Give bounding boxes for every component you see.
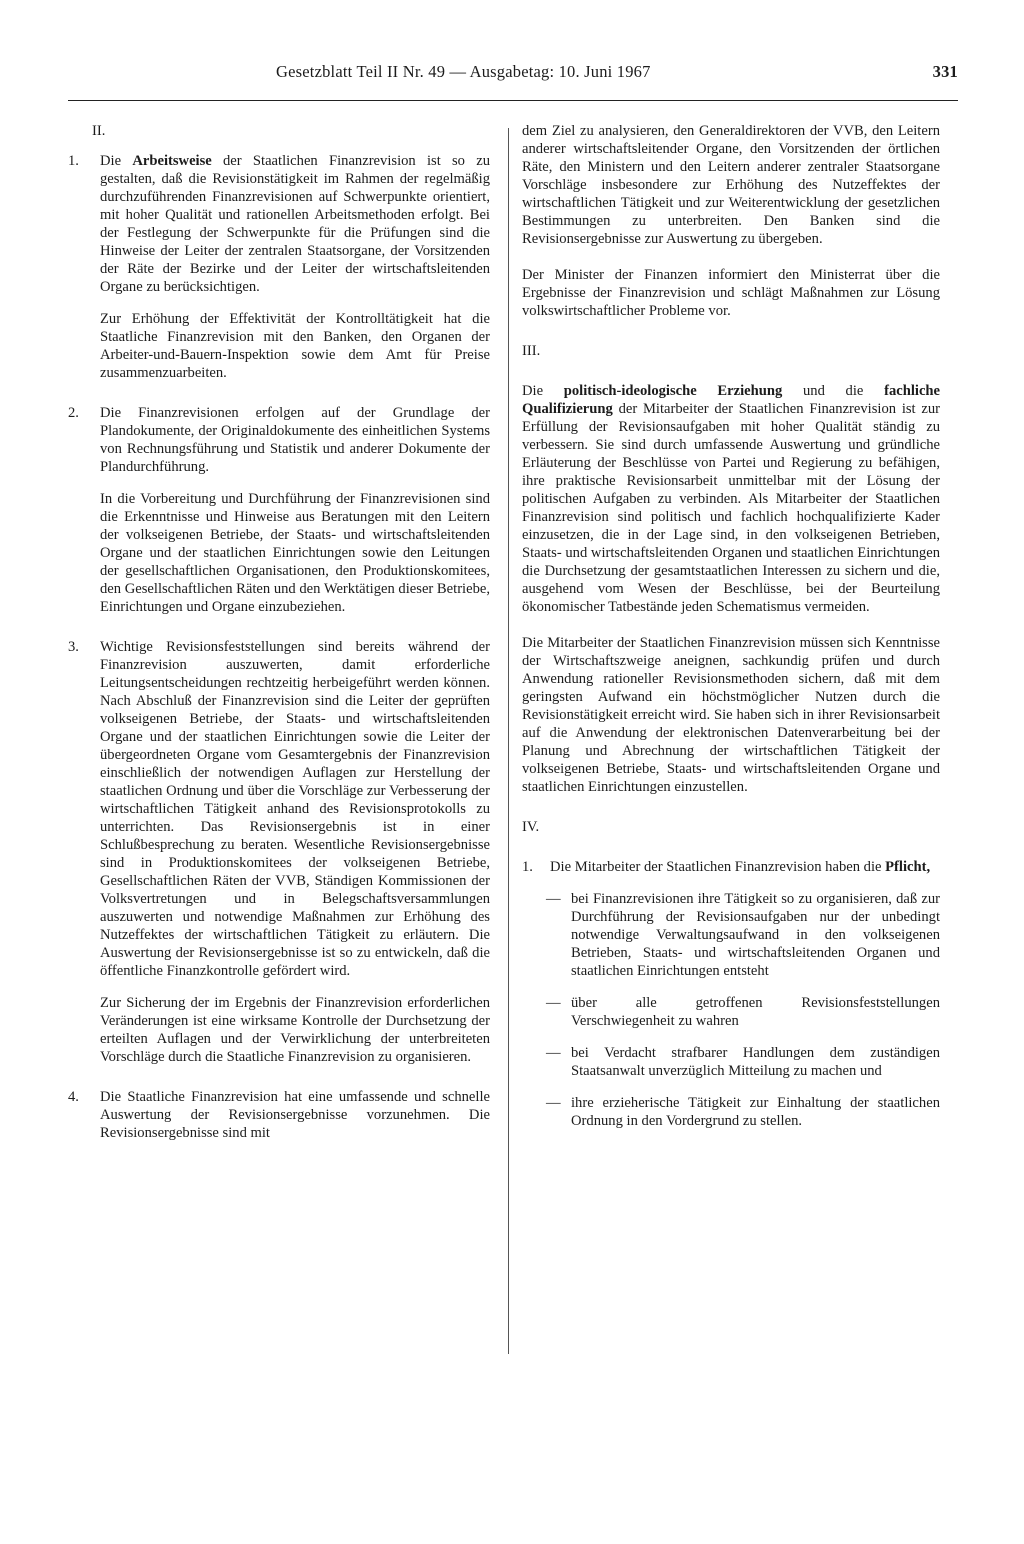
- paragraph-item-3: [68, 638, 490, 1066]
- item-number: 2.: [68, 405, 79, 421]
- item-number: 1.: [522, 859, 533, 875]
- section-heading-2: II.: [92, 123, 106, 139]
- item-3-text-2: Zur Sicherung der im Ergebnis der Finanzrevision erforderlichen Veränderungen ist eine wirksame Kontrolle der Durchsetzung der erteilten Auflagen und der Verwirklichung der unterbreiteten Vorschläge durch die Staatliche Finanzrevision zu organisieren.: [100, 995, 490, 1065]
- duty-item-2: [546, 994, 940, 1030]
- duty-item-1: [546, 890, 940, 980]
- header-rule: [68, 100, 958, 101]
- dash-bullet: —: [546, 891, 561, 907]
- duty-item-3: [546, 1044, 940, 1080]
- duty-text-1: bei Finanzrevisionen ihre Tätigkeit so zu organisieren, daß zur Durchführung der Revisionsaufgaben nur der unbedingt notwendige Verwaltungsaufwand in den volkseigenen Betrieben, Staats- und wirtschaftsleitenden Organen und staatlichen Einrichtungen entsteht: [571, 891, 940, 979]
- item-number: 3.: [68, 639, 79, 655]
- section-3-paragraph-2: Die Mitarbeiter der Staatlichen Finanzrevision müssen sich Kenntnisse der Wirtschaftszweige aneignen, sachkundig prüfen und durch Anwendung rationeller Revisionsmethoden sichern, daß mit dem geringsten Aufwand ein höchstmöglicher Nutzen durch die Revisionstätigkeit erreicht wird. Sie haben sich in ihrer Revisionsarbeit auf die Anwendung der elektronischen Datenverarbeitung bei der Planung und Abrechnung der wirtschaftlichen Tätigkeit der volkseigenen Betriebe, Staats- und wirtschaftsleitenden Organe und staatlichen Einrichtungen einzustellen.: [522, 635, 940, 795]
- item-4-text: Die Staatliche Finanzrevision hat eine umfassende und schnelle Auswertung der Revisionsergebnisse vorzunehmen. Die Revisionsergebnisse sind mit: [100, 1089, 490, 1141]
- duty-text-2: über alle getroffenen Revisionsfeststellungen Verschwiegenheit zu wahren: [571, 995, 940, 1029]
- column-divider: [508, 128, 509, 1354]
- dash-bullet: —: [546, 1045, 561, 1061]
- duty-text-4: ihre erzieherische Tätigkeit zur Einhaltung der staatlichen Ordnung in den Vordergrund zu stellen.: [571, 1095, 940, 1129]
- left-column: [68, 122, 490, 1142]
- continued-text: dem Ziel zu analysieren, den Generaldirektoren der VVB, den Leitern anderer wirtschaftsleitender Organe, den Vorsitzenden der örtlichen Räte, den Ministern und den Leitern anderer zentraler Staatsorgane Vorschläge insbesondere zur Erhöhung des Nutzeffektes der wirtschaftlichen Tätigkeit und zur Weiterentwicklung der gesetzlichen Bestimmungen zu unterbreiten. Den Banken sind die Revisionsergebnisse zur Auswertung zu übergeben.: [522, 123, 940, 247]
- dash-bullet: —: [546, 1095, 561, 1111]
- emphasis-qualifizierung: fachliche Qualifizierung: [522, 383, 941, 417]
- item-2-text-2: In die Vorbereitung und Durchführung der Finanzrevisionen sind die Erkenntnisse und Hinweise aus Beratungen mit den Leitern der volkseigenen Betriebe, der Staats- und wirtschaftsleitenden Organe und der staatlichen Einrichtungen sowie den Leitungen der gesellschaftlichen Organisationen, den Produktionskomitees, den Gesellschaftlichen Räten und den Werktätigen dieser Betriebe, Einrichtungen und Organe einzubeziehen.: [100, 491, 491, 615]
- emphasis-arbeitsweise: Arbeitsweise: [132, 153, 212, 169]
- section-3-paragraph-1: Die politisch-ideologische Erziehung und die fachliche Qualifizierung der Mitarbeiter der Staatlichen Finanzrevision ist zur Erfüllung der Revisionsaufgaben mit hoher Qualität ständig zu verbessern. Sie sind durch umfassende Auswertung und gründliche Erläuterung der Beschlüsse von Partei und Regierung zu befähigen, ihre praktische Revisionsarbeit unmittelbar mit der Lösung der politischen Aufgaben zu verbinden. Als Mitarbeiter der Staatlichen Finanzrevision sind politisch und fachlich hochqualifizierte Kader einzusetzen, die in der Lage sind, in den volkseigenen Betrieben, Staats- und wirtschaftsleitenden Organen und staatlichen Einrichtungen die Durchsetzung der gesamtstaatlichen Interessen zu sichern und die, ausgehend vom Wesen der Beschlüsse, bei der Beurteilung ökonomischer Tatbestände jeden Schematismus vermeiden.: [522, 383, 941, 615]
- header-title: Gesetzblatt Teil II Nr. 49 — Ausgabetag: 10. Juni 1967: [276, 62, 651, 81]
- duty-item-4: [546, 1094, 940, 1130]
- section-heading-3: III.: [522, 343, 541, 359]
- emphasis-pflicht: Pflicht,: [885, 859, 931, 875]
- paragraph-item-1: [68, 152, 490, 382]
- right-column: [522, 122, 940, 1130]
- item-iv-1-text: Die Mitarbeiter der Staatlichen Finanzrevision haben die Pflicht,: [550, 859, 931, 875]
- item-number: 4.: [68, 1089, 79, 1105]
- item-3-text: Wichtige Revisionsfeststellungen sind bereits während der Finanzrevision auszuwerten, damit erforderliche Leitungsentscheidungen rechtzeitig herbeigeführt werden können. Nach Abschluß der Finanzrevision sind die Leiter der geprüften volkseigenen Betriebe, der Staats- und wirtschaftsleitenden Organe und der staatlichen Einrichtungen sowie die Leiter der übergeordneten Organe vom Gesamtergebnis der Finanzrevision einschließlich der notwendigen Auflagen zur Herstellung der staatlichen Ordnung und über die Vorschläge zur Verbesserung der wirtschaftlichen Tätigkeit anhand des Revisionsprotokolls zu unterrichten. Das Revisionsergebnis ist in einer Schlußbesprechung zu beraten. Wesentliche Revisionsergebnisse sind in Produktionskomitees der volkseigenen Betriebe, Gesellschaftlichen Räten der VVB, Ständigen Kommissionen der Volksvertretungen und in Belegschaftsversammlungen auszuwerten und notwendige Maßnahmen zur Erhöhung des Nutzeffektes der wirtschaftlichen Tätigkeit zu erläutern. Die Auswertung der Revisionsergebnisse ist so zu entwickeln, daß die öffentliche Finanzkontrolle gefördert wird.: [100, 639, 490, 979]
- item-1-text: Die Arbeitsweise der Staatlichen Finanzrevision ist so zu gestalten, daß die Revisionstätigkeit im Rahmen der regelmäßig durchzuführenden Finanzrevisionen auf Schwerpunkte orientiert, mit hoher Qualität und rationellen Arbeitsmethoden erfolgt. Bei der Festlegung der Schwerpunkte für die Prüfungen sind die Hinweise der Leiter der zentralen Staatsorgane, der Vorsitzenden der Räte der Bezirke und der Leiter der wirtschaftsleitenden Organe zu berücksichtigen.: [100, 153, 490, 295]
- page-number: 331: [932, 62, 958, 81]
- item-number: 1.: [68, 153, 79, 169]
- paragraph-item-2: [68, 404, 490, 616]
- section-heading-4: IV.: [522, 819, 540, 835]
- item-1-text-2: Zur Erhöhung der Effektivität der Kontrolltätigkeit hat die Staatliche Finanzrevision mit den Banken, den Organen der Arbeiter-und-Bauern-Inspektion sowie dem Amt für Preise zusammenzuarbeiten.: [100, 311, 490, 381]
- dash-bullet: —: [546, 995, 561, 1011]
- paragraph-item-4: [68, 1088, 490, 1142]
- item-2-text: Die Finanzrevisionen erfolgen auf der Grundlage der Plandokumente, der Originaldokumente des einheitlichen Systems von Rechnungsführung und Statistik und anderer Dokumente der Plandurchführung.: [100, 405, 490, 475]
- emphasis-erziehung: politisch-ideologische Erziehung: [563, 383, 783, 399]
- paragraph-item-iv-1: [522, 858, 940, 1130]
- duty-text-3: bei Verdacht strafbarer Handlungen dem zuständigen Staatsanwalt unverzüglich Mitteilung zu machen und: [571, 1045, 940, 1079]
- minister-paragraph: Der Minister der Finanzen informiert den Ministerrat über die Ergebnisse der Finanzrevision und schlägt Maßnahmen zur Lösung volkswirtschaftlicher Probleme vor.: [522, 267, 940, 319]
- page-header: [68, 62, 958, 88]
